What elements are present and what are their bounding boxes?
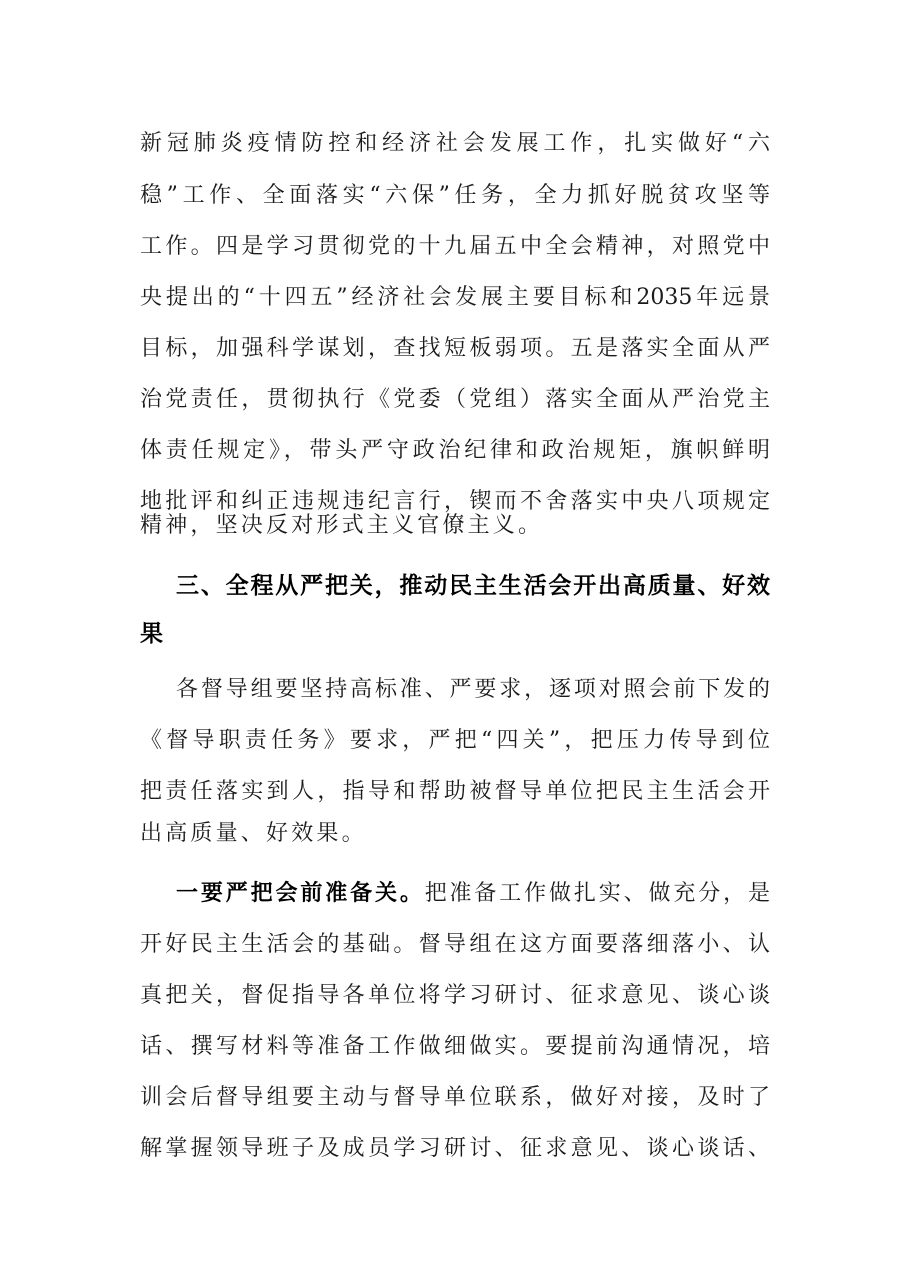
section-heading-cont: 果 (140, 621, 167, 647)
text-line: 训会后督导组要主动与督导单位联系，做好对接，及时了 (140, 1085, 770, 1110)
text-line: 体责任规定》，带头严守政治纪律和政治规矩，旗帜鲜明 (140, 438, 770, 463)
text-line: 新冠肺炎疫情防控和经济社会发展工作，扎实做好“六 (140, 131, 770, 156)
text-line: 地批评和纠正违规违纪言行，锲而不舍落实中央八项规定 (140, 489, 770, 514)
text-line: 话、撰写材料等准备工作做细做实。要提前沟通情况，培 (140, 1034, 770, 1059)
text-line: 《督导职责任务》要求，严把“四关”，把压力传导到位 (140, 728, 770, 753)
text-line: 治党责任，贯彻执行《党委（党组）落实全面从严治党主 (140, 387, 770, 412)
text-line: 真把关，督促指导各单位将学习研讨、征求意见、谈心谈 (140, 983, 770, 1008)
text-line: 工作。四是学习贯彻党的十九届五中全会精神，对照党中 (140, 234, 770, 259)
text-line: 各督导组要坚持高标准、严要求，逐项对照会前下发的 (176, 677, 770, 702)
text-line: 开好民主生活会的基础。督导组在这方面要落细落小、认 (140, 932, 770, 957)
text-line (176, 876, 770, 912)
text-line: 目标，加强科学谋划，查找短板弱项。五是落实全面从严 (140, 336, 770, 361)
text-line: 稳”工作、全面落实“六保”任务，全力抓好脱贫攻坚等 (140, 183, 770, 208)
text-line: 把责任落实到人，指导和帮助被督导单位把民主生活会开 (140, 779, 770, 804)
text-line: 出高质量、好效果。 (140, 821, 367, 846)
paragraph-lead: 一要严把会前准备关。 (176, 881, 425, 906)
text-line: 精神，坚决反对形式主义官僚主义。 (140, 513, 544, 538)
text-span: 把准备工作做扎实、做充分，是 (424, 881, 770, 906)
text-line: 央提出的“十四五”经济社会发展主要目标和2035年远景 (140, 285, 770, 310)
text-line: 解掌握领导班子及成员学习研讨、征求意见、谈心谈话、 (140, 1136, 770, 1161)
section-heading: 三、全程从严把关，推动民主生活会开出高质量、好效 (176, 573, 770, 599)
